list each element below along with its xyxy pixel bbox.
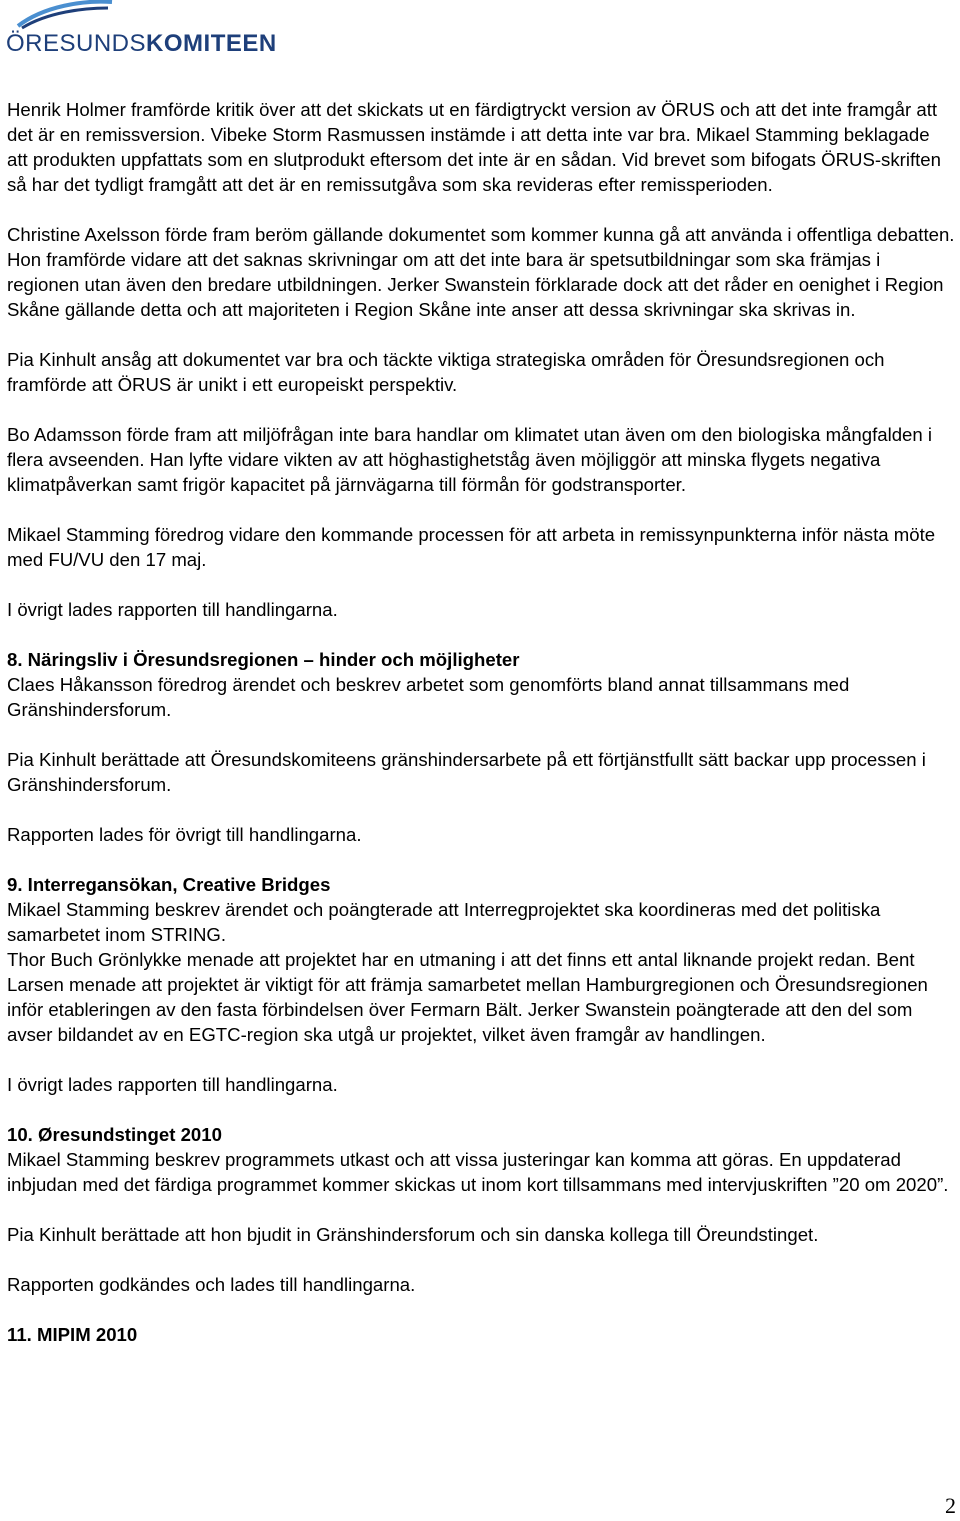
paragraph: Mikael Stamming beskrev programmets utkast och att vissa justeringar kan komma att göras. En uppdaterad inbjudan med det färdiga programmet kommer skickas ut inom kort tillsammans med intervjuskriften ”20 om 2020”. [7, 1149, 949, 1195]
paragraph: I övrigt lades rapporten till handlingarna. [7, 1074, 338, 1095]
paragraph: Claes Håkansson föredrog ärendet och beskrev arbetet som genomförts bland annat tillsammans med Gränshindersforum. [7, 674, 850, 720]
paragraph: Henrik Holmer framförde kritik över att det skickats ut en färdigtryckt version av ÖRUS och att det inte framgår att det är en remissversion. Vibeke Storm Rasmussen instämde i att detta inte var bra. Mikael Stamming beklagade att produkten uppfattats som en slutprodukt eftersom det inte är en sådan. Vid brevet som bifogats ÖRUS-skriften så har det tydligt framgått att det är en remissutgåva som ska revideras efter remissperioden. [7, 99, 941, 195]
section-heading: 8. Näringsliv i Öresundsregionen – hinder och möjligheter [7, 649, 520, 670]
oresundskomiteen-logo [4, 0, 277, 64]
logo-text-light: ÖRESUNDS [6, 30, 147, 57]
paragraph: I övrigt lades rapporten till handlingarna. [7, 599, 338, 620]
paragraph: Pia Kinhult berättade att Öresundskomiteens gränshindersarbete på ett förtjänstfullt sätt backar upp processen i Gränshindersforum. [7, 749, 926, 795]
paragraph: Mikael Stamming föredrog vidare den kommande processen för att arbeta in remissynpunkterna inför nästa möte med FU/VU den 17 maj. [7, 524, 936, 570]
paragraph: Pia Kinhult berättade att hon bjudit in Gränshindersforum och sin danska kollega till Öreundstinget. [7, 1224, 819, 1245]
logo-text-bold: KOMITEEN [146, 30, 277, 57]
page-number: 2 [945, 1493, 956, 1518]
section-heading: 10. Øresundstinget 2010 [7, 1124, 222, 1145]
section-heading: 9. Interregansökan, Creative Bridges [7, 874, 331, 895]
paragraph: Mikael Stamming beskrev ärendet och poängterade att Interregprojektet ska koordineras med det politiska samarbetet inom STRING. [7, 899, 881, 945]
paragraph: Rapporten godkändes och lades till handlingarna. [7, 1274, 416, 1295]
paragraph: Christine Axelsson förde fram beröm gällande dokumentet som kommer kunna gå att använda i offentliga debatten. Hon framförde vidare att det saknas skrivningar om att det inte bara är spetsutbildningar som ska främjas i regionen utan även den bredare utbildningen. Jerker Swanstein förklarade dock att det råder en oenighet i Region Skåne gällande detta och att majoriteten i Region Skåne inte anser att dessa skrivningar ska skrivas in. [7, 224, 955, 320]
section-heading: 11. MIPIM 2010 [7, 1324, 138, 1345]
logo-text [6, 30, 277, 58]
paragraph: Rapporten lades för övrigt till handlingarna. [7, 824, 362, 845]
paragraph: Thor Buch Grönlykke menade att projektet har en utmaning i att det finns ett antal liknande projekt redan. Bent Larsen menade att projektet är viktigt för att främja samarbetet mellan Hamburgregionen och Öresundsregionen inför etableringen av den fasta förbindelsen över Fermarn Bält. Jerker Swanstein poängterade att den del som avser bildandet av en EGTC-region ska utgå ur projektet, vilket även framgår av handlingen. [7, 949, 928, 1045]
paragraph: Pia Kinhult ansåg att dokumentet var bra och täckte viktiga strategiska områden för Öresundsregionen och framförde att ÖRUS är unikt i ett europeiskt perspektiv. [7, 349, 885, 395]
document-body [7, 97, 955, 1347]
paragraph: Bo Adamsson förde fram att miljöfrågan inte bara handlar om klimatet utan även om den biologiska mångfalden i flera avseenden. Han lyfte vidare vikten av att höghastighetståg även möjliggör att minska flygets negativa klimatpåverkan samt frigör kapacitet på järnvägarna till förmån för godstransporter. [7, 424, 933, 495]
